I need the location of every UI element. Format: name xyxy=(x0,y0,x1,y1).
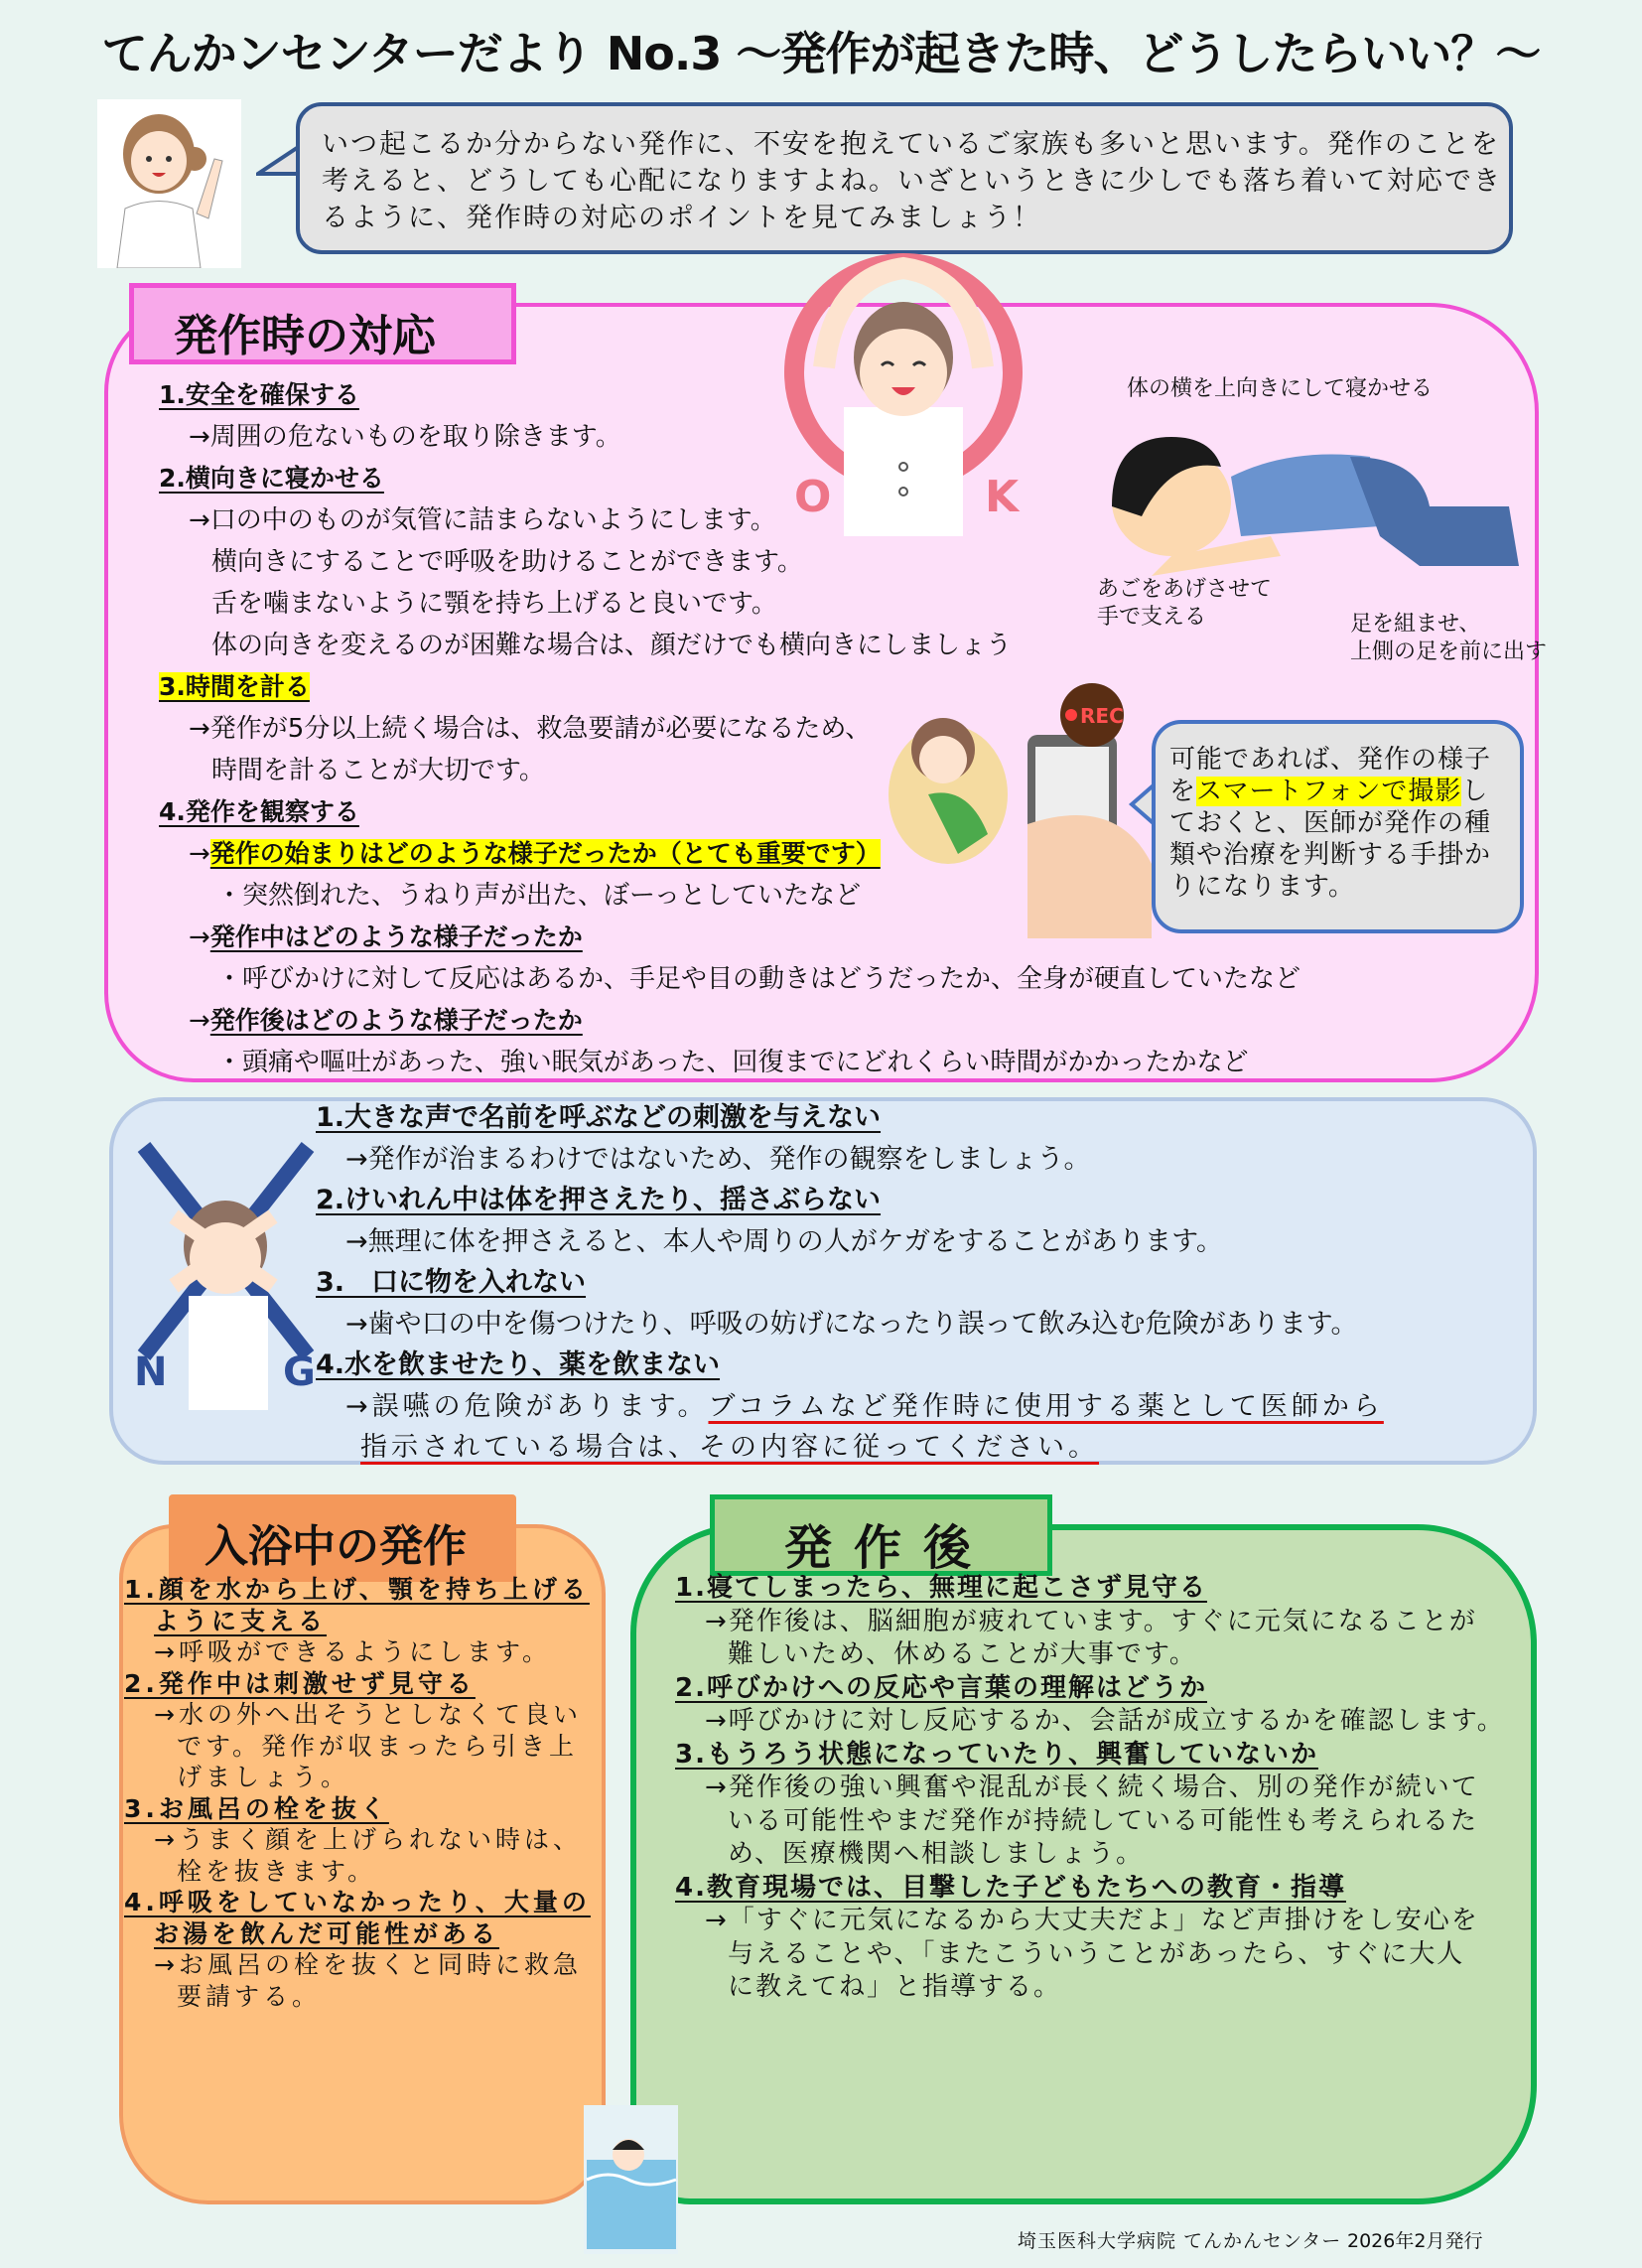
observation-detail: ・頭痛や嘔吐があった、強い眠気があった、回復までにどれくらい時間がかかったかなど xyxy=(216,1048,1249,1077)
observation-detail: ・突然倒れた、うねり声が出た、ぼーっとしていたなど xyxy=(216,881,861,911)
after-detail: 難しいため、休めることが大事です。 xyxy=(728,1639,1197,1669)
section-header-tab xyxy=(169,1494,516,1582)
after-heading: 1.寝てしまったら、無理に起こさず見守る xyxy=(675,1573,1207,1603)
ng-important-note: 指示されている場合は、その内容に従ってください。 xyxy=(360,1432,1099,1463)
caption-line: あごをあげさせて xyxy=(1097,577,1273,602)
after-detail: →呼びかけに対し反応するか、会話が成立するかを確認します。 xyxy=(705,1706,1505,1736)
arrow: → xyxy=(189,839,210,869)
intro-speech-bubble xyxy=(296,102,1513,254)
bath-heading: お湯を飲んだ可能性がある xyxy=(154,1918,500,1948)
bath-heading: 2.発作中は刺激せず見守る xyxy=(124,1668,476,1698)
chin-caption xyxy=(1097,576,1272,632)
ng-heading: 3. 口に物を入れない xyxy=(316,1267,587,1298)
caption-line: 上側の足を前に出す xyxy=(1350,639,1548,664)
bath-detail: →呼吸ができるようにします。 xyxy=(154,1637,551,1666)
step-detail: 体の向きを変えるのが困難な場合は、顔だけでも横向きにしましょう xyxy=(211,631,1013,660)
after-detail: →「すぐに元気になるから大丈夫だよ」など声掛けをし安心を xyxy=(705,1906,1479,1935)
intro-line: 考えると、どうしても心配になりますよね。いざというときに少しでも落ち着いて対応でき xyxy=(322,166,1502,197)
intro-line: るように、発作時の対応のポイントを見てみましょう！ xyxy=(322,203,1041,233)
ng-letter-n: N xyxy=(134,1349,168,1395)
bath-detail: →お風呂の栓を抜くと同時に救急 xyxy=(154,1950,582,1979)
after-heading: 3.もうろう状態になっていたり、興奮していないか xyxy=(675,1739,1318,1770)
step-detail: →口の中のものが気管に詰まらないようにします。 xyxy=(189,505,776,535)
section-title: 発作後 xyxy=(784,1520,994,1576)
after-detail: いる可能性やまだ発作が持続している可能性も考えられるた xyxy=(728,1805,1479,1836)
after-list xyxy=(675,1572,1505,2005)
ng-important-note: ブコラムなど発作時に使用する薬として医師から xyxy=(708,1390,1384,1422)
after-detail: →発作後の強い興奮や混乱が長く続く場合、別の発作が続いて xyxy=(705,1772,1479,1802)
arrow: → xyxy=(189,1006,210,1036)
step-detail: 横向きにすることで呼吸を助けることができます。 xyxy=(211,547,803,577)
rec-label: REC xyxy=(1080,704,1124,728)
section-title: 発作時の対応 xyxy=(174,311,436,361)
recovery-position-caption: 体の横を上向きにして寝かせる xyxy=(1127,376,1434,401)
step-heading: 1.安全を確保する xyxy=(159,380,359,409)
step-heading: 2.横向きに寝かせる xyxy=(159,464,384,493)
bath-detail: です。発作が収まったら引き上 xyxy=(177,1731,579,1761)
tip-line: りになります。 xyxy=(1169,872,1355,902)
bath-detail: 要請する。 xyxy=(177,1981,322,2011)
step-detail: 時間を計ることが大切です。 xyxy=(211,756,545,785)
ng-detail: →無理に体を押さえると、本人や周りの人がケガをすることがあります。 xyxy=(345,1225,1223,1257)
bath-detail: 栓を抜きます。 xyxy=(177,1856,377,1886)
ok-letter-k: K xyxy=(985,472,1020,522)
bath-detail: げましょう。 xyxy=(177,1763,350,1791)
observation-detail: ・呼びかけに対して反応はあるか、手足や目の動きはどうだったか、全身が硬直していたなど xyxy=(216,964,1301,994)
bath-heading: ように支える xyxy=(154,1606,328,1635)
observation-point: 発作後はどのような様子だったか xyxy=(209,1006,583,1035)
bath-detail: →水の外へ出そうとしなくて良い xyxy=(154,1700,582,1729)
arrow: → xyxy=(189,922,210,952)
intro-line: いつ起こるか分からない発作に、不安を抱えているご家族も多いと思います。発作のことを xyxy=(322,129,1500,160)
footer-organization: 埼玉医科大学病院 てんかんセンター xyxy=(1018,2230,1342,2252)
newsletter-title: てんかンセンターだより No.3 〜発作が起きた時、どうしたらいい？〜 xyxy=(101,27,1541,80)
ng-girl-illustration xyxy=(134,1137,318,1410)
ng-list xyxy=(316,1097,1384,1469)
ng-detail: →発作が治まるわけではないため、発作の観察をしましょう。 xyxy=(345,1143,1091,1175)
observation-point: 発作中はどのような様子だったか xyxy=(209,922,583,951)
nurse-illustration xyxy=(97,99,241,268)
video-tip-bubble xyxy=(1152,720,1524,933)
tip-line: 可能であれば、発作の様子 xyxy=(1169,745,1492,775)
caption-line: 手で支える xyxy=(1097,605,1207,630)
after-detail: め、医療機関へ相談しましょう。 xyxy=(728,1839,1144,1869)
after-detail: 与えることや、「またこういうことがあったら、すぐに大人 xyxy=(728,1938,1465,1969)
section-title: 入浴中の発作 xyxy=(205,1521,467,1572)
ng-heading: 4.水を飲ませたり、薬を飲まない xyxy=(316,1349,721,1380)
leg-caption xyxy=(1350,611,1547,666)
ng-detail: →歯や口の中を傷つけたり、呼吸の妨げになったり誤って飲み込む危険があります。 xyxy=(345,1308,1358,1340)
section-header-tab xyxy=(129,283,516,364)
step-detail: →発作が5分以上続く場合は、救急要請が必要になるため、 xyxy=(189,714,872,744)
after-heading: 2.呼びかけへの反応や言葉の理解はどうか xyxy=(675,1672,1207,1703)
ng-letter-g: G xyxy=(283,1349,316,1395)
ng-heading: 1.大きな声で名前を呼ぶなどの刺激を与えない xyxy=(316,1102,882,1133)
recovery-position-illustration xyxy=(1092,417,1519,586)
step-detail: 舌を噛まないように顎を持ち上げると良いです。 xyxy=(211,589,777,619)
bath-heading: 1.顔を水から上げ、顎を持ち上げる xyxy=(124,1575,590,1604)
section-header-tab xyxy=(710,1494,1052,1576)
caption-line: 足を組ませ、 xyxy=(1350,612,1481,637)
footer-issue-date: 2026年2月発行 xyxy=(1347,2230,1483,2252)
after-detail: →発作後は、脳細胞が疲れています。すぐに元気になることが xyxy=(705,1606,1477,1636)
ok-letter-o: O xyxy=(794,472,832,522)
bath-detail: →うまく顔を上げられない時は、 xyxy=(154,1825,582,1854)
tip-text: し xyxy=(1461,777,1489,806)
recording-phone-illustration xyxy=(879,675,1157,938)
tip-highlight: スマートフォンで撮影 xyxy=(1196,777,1462,806)
step-heading-highlighted: 3.時間を計る xyxy=(159,672,310,701)
observation-point-highlighted: 発作の始まりはどのような様子だったか（とても重要です） xyxy=(209,839,881,868)
after-heading: 4.教育現場では、目撃した子どもたちへの教育・指導 xyxy=(675,1872,1346,1903)
tip-line: 類や治療を判断する手掛か xyxy=(1169,840,1492,870)
step-heading: 4.発作を観察する xyxy=(159,797,359,826)
ng-heading: 2.けいれん中は体を押さえたり、揺さぶらない xyxy=(316,1185,882,1215)
step-detail: →周囲の危ないものを取り除きます。 xyxy=(189,422,621,452)
after-detail: に教えてね」と指導する。 xyxy=(728,1972,1062,2002)
ng-detail: →誤嚥の危険があります。 xyxy=(345,1390,709,1422)
bathtub-illustration xyxy=(579,2100,683,2259)
bath-heading: 4.呼吸をしていなかったり、大量の xyxy=(124,1888,591,1916)
tip-text: を xyxy=(1169,777,1197,806)
bath-heading: 3.お風呂の栓を抜く xyxy=(124,1793,389,1823)
bath-list xyxy=(124,1574,591,2012)
tip-line: ておくと、医師が発作の種 xyxy=(1169,808,1492,838)
